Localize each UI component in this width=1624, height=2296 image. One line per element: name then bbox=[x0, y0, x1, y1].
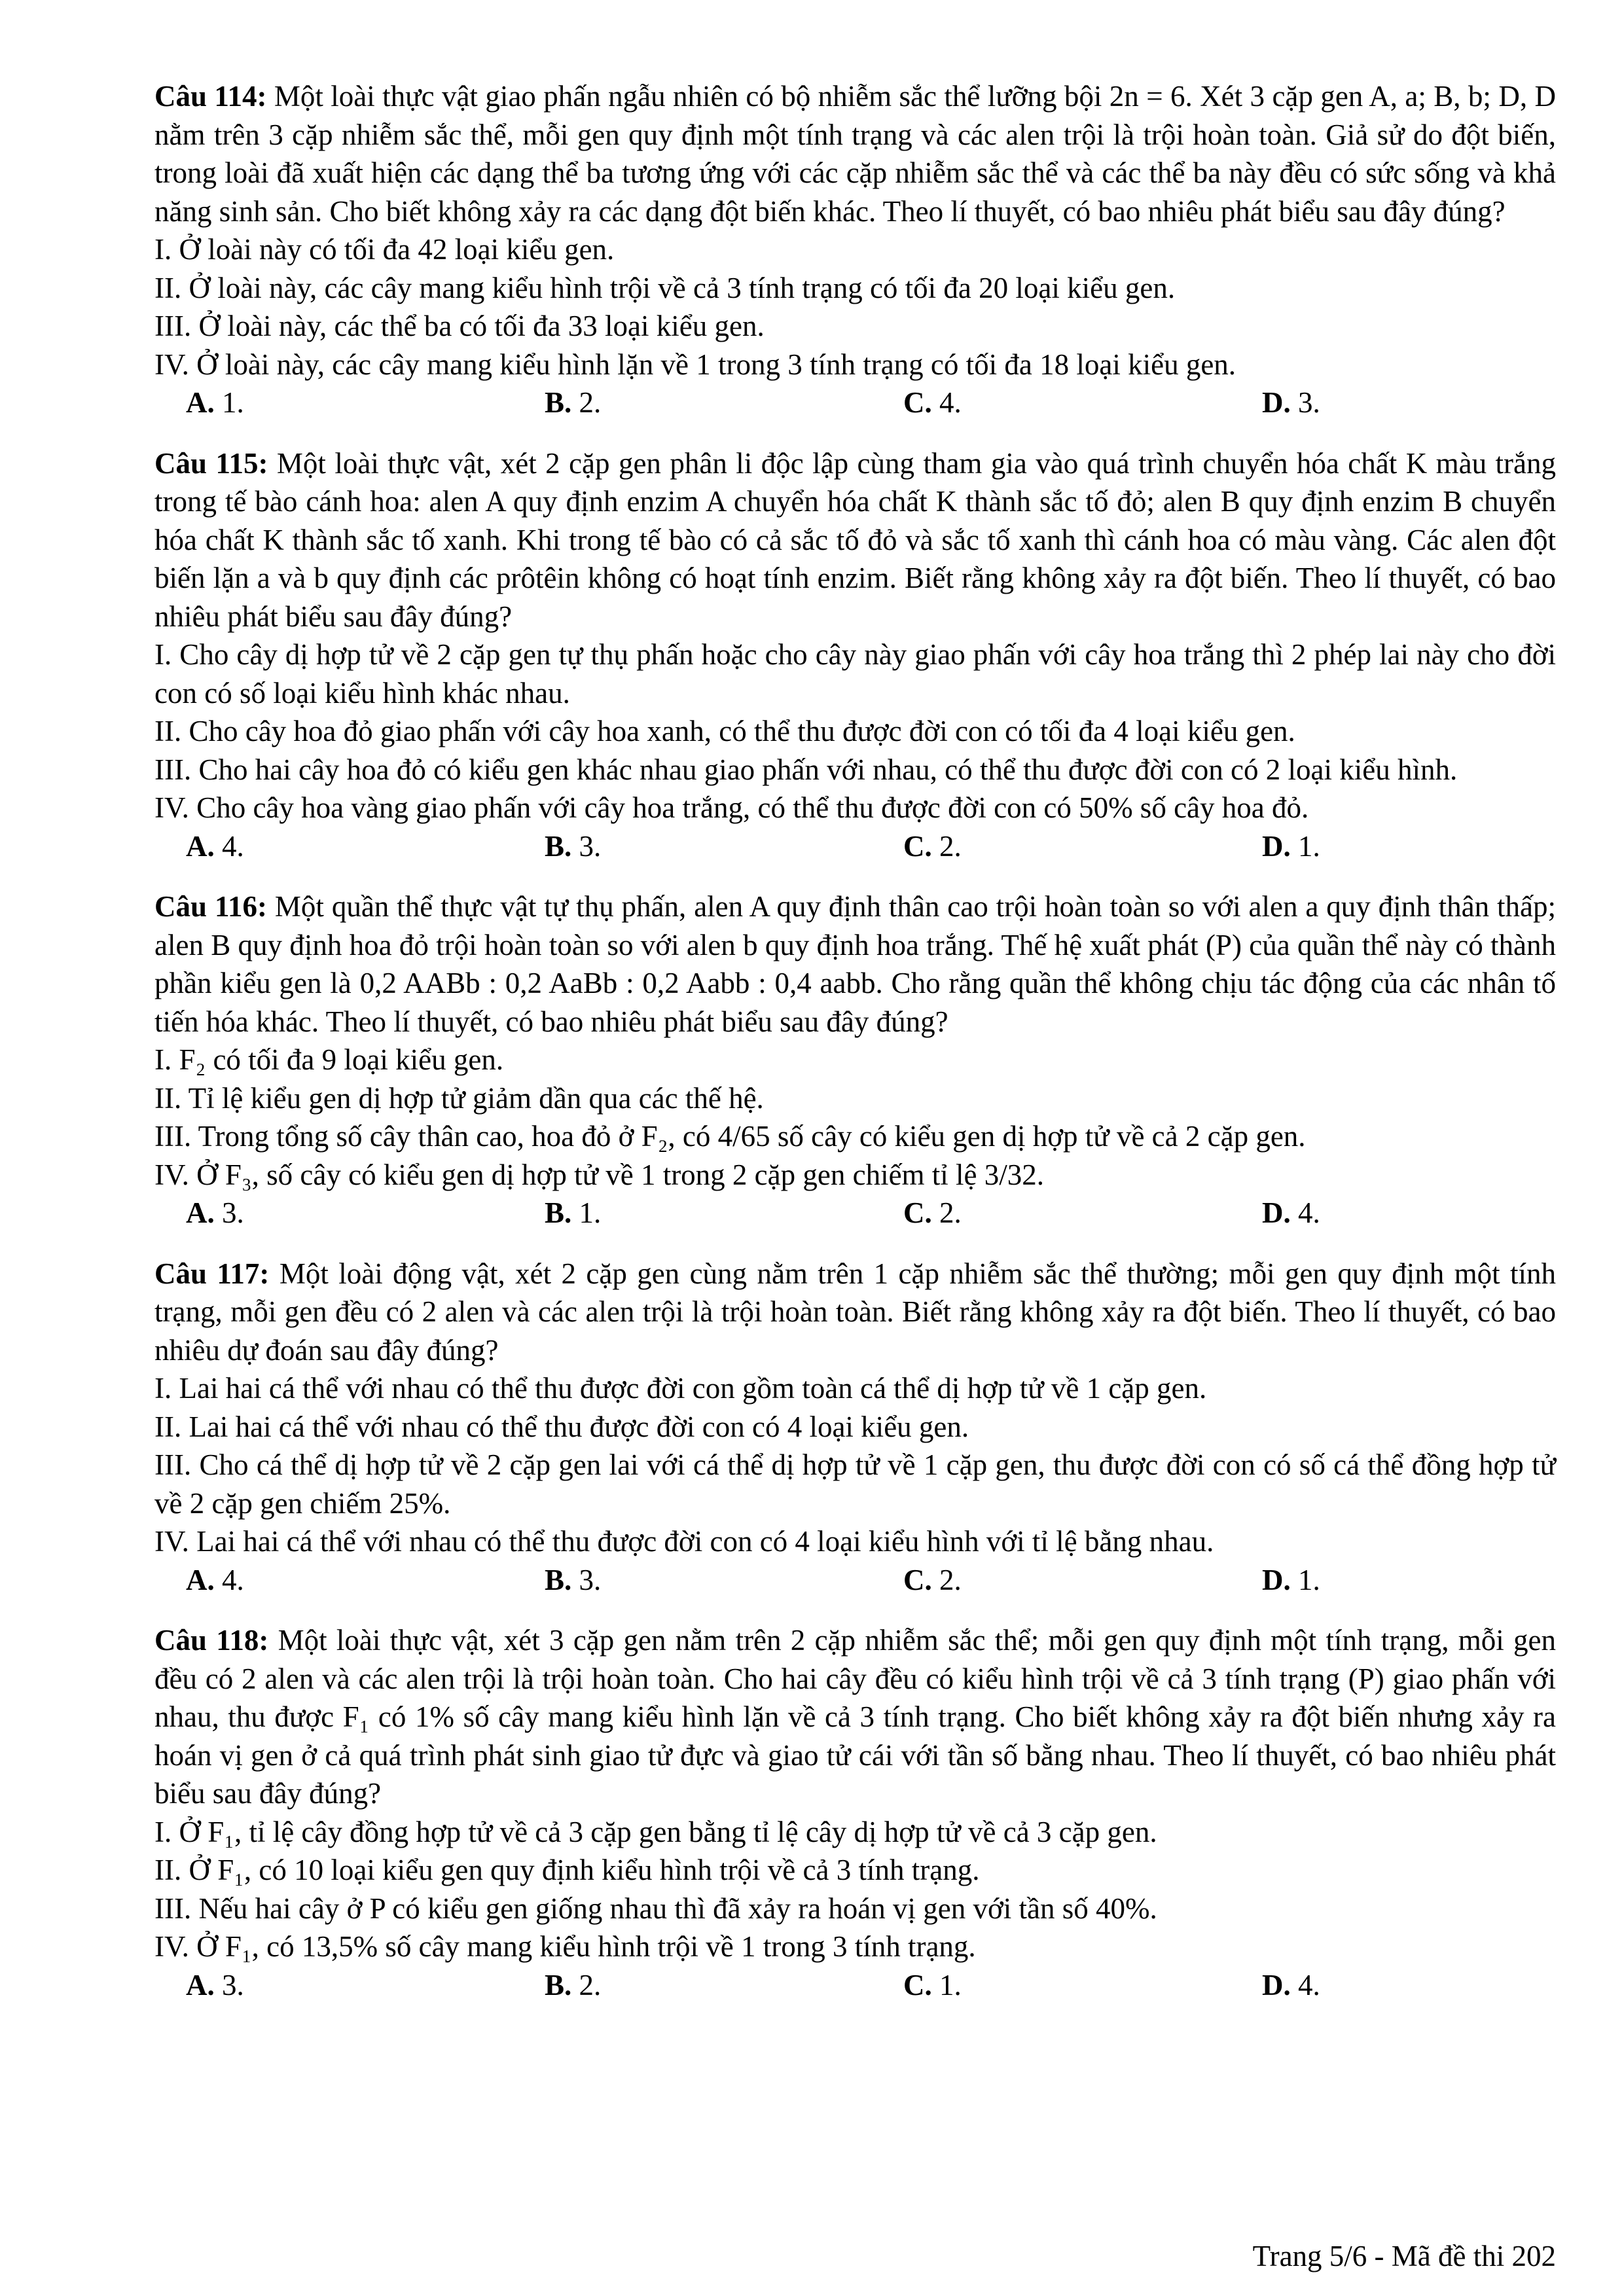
option-a-label: A. bbox=[186, 1196, 215, 1229]
option-d-value: 1. bbox=[1298, 829, 1320, 863]
statement-4: IV. Cho cây hoa vàng giao phấn với cây hoa trắng, có thể thu được đời con có 50% số cây hoa đỏ. bbox=[154, 791, 1309, 824]
option-d bbox=[1262, 1194, 1556, 1232]
option-d-label: D. bbox=[1262, 829, 1291, 863]
question-intro bbox=[154, 1621, 1556, 1813]
statement-4: IV. Ở F₃, số cây có kiểu gen dị hợp tử về 1 trong 2 cặp gen chiếm tỉ lệ 3/32. bbox=[154, 1158, 1045, 1191]
option-a-value: 4. bbox=[222, 1563, 244, 1596]
option-a-label: A. bbox=[186, 1968, 215, 2001]
option-d-label: D. bbox=[1262, 1968, 1291, 2001]
question-number: Câu 117: bbox=[154, 1257, 270, 1290]
option-d-value: 4. bbox=[1298, 1968, 1320, 2001]
option-d-label: D. bbox=[1262, 1563, 1291, 1596]
option-b-label: B. bbox=[545, 829, 572, 863]
statement-2: II. Cho cây hoa đỏ giao phấn với cây hoa xanh, có thể thu được đời con có tối đa 4 loại kiểu gen. bbox=[154, 715, 1295, 747]
question-intro bbox=[154, 444, 1556, 636]
answer-options bbox=[154, 827, 1556, 866]
option-c-value: 4. bbox=[939, 386, 962, 419]
option-d bbox=[1262, 1561, 1556, 1600]
option-a bbox=[186, 384, 545, 422]
question-115 bbox=[154, 444, 1556, 866]
statement-2: II. Tỉ lệ kiểu gen dị hợp tử giảm dần qua các thế hệ. bbox=[154, 1081, 764, 1115]
question-117 bbox=[154, 1255, 1556, 1600]
question-text: Một quần thể thực vật tự thụ phấn, alen A quy định thân cao trội hoàn toàn so với alen a quy định thân thấp; alen B quy định hoa đỏ trội hoàn toàn so với alen b quy định hoa trắng. Thế hệ xuất phát (P) của quần thể này có thành phần kiểu gen là 0,2 AABb : 0,2 AaBb : 0,2 Aabb : 0,4 aabb. Cho rằng quần thể không chịu tác động của các nhân tố tiến hóa khác. Theo lí thuyết, có bao nhiêu phát biểu sau đây đúng? bbox=[154, 890, 1556, 1038]
option-c-label: C. bbox=[903, 1968, 932, 2001]
statement-3: III. Ở loài này, các thể ba có tối đa 33 loại kiểu gen. bbox=[154, 310, 765, 342]
question-118 bbox=[154, 1621, 1556, 2004]
option-b-value: 3. bbox=[579, 829, 602, 863]
statement-3: III. Cho cá thể dị hợp tử về 2 cặp gen lai với cá thể dị hợp tử về 1 cặp gen, thu được đời con có số cá thể đồng hợp tử về 2 cặp gen chiếm 25%. bbox=[154, 1448, 1556, 1520]
question-number: Câu 114: bbox=[154, 80, 267, 113]
option-c bbox=[903, 827, 1262, 866]
statement-4: IV. Ở loài này, các cây mang kiểu hình lặn về 1 trong 3 tính trạng có tối đa 18 loại kiểu gen. bbox=[154, 348, 1236, 381]
option-d-value: 4. bbox=[1298, 1196, 1320, 1229]
option-b bbox=[545, 1966, 903, 2005]
statement-2: II. Lai hai cá thể với nhau có thể thu được đời con có 4 loại kiểu gen. bbox=[154, 1410, 969, 1443]
question-114 bbox=[154, 77, 1556, 422]
option-d bbox=[1262, 384, 1556, 422]
question-number: Câu 115: bbox=[154, 446, 268, 480]
option-a bbox=[186, 1561, 545, 1600]
option-b-label: B. bbox=[545, 1563, 572, 1596]
statement-3: III. Trong tổng số cây thân cao, hoa đỏ ở F₂, có 4/65 số cây có kiểu gen dị hợp tử về cả 2 cặp gen. bbox=[154, 1120, 1306, 1153]
option-d bbox=[1262, 827, 1556, 866]
option-b-label: B. bbox=[545, 1968, 572, 2001]
option-c-value: 2. bbox=[939, 829, 962, 863]
option-c bbox=[903, 384, 1262, 422]
option-b-value: 3. bbox=[579, 1563, 602, 1596]
option-b-value: 1. bbox=[579, 1196, 602, 1229]
option-b bbox=[545, 827, 903, 866]
question-intro bbox=[154, 77, 1556, 230]
option-a-value: 3. bbox=[222, 1968, 244, 2001]
statement-2: II. Ở F₁, có 10 loại kiểu gen quy định kiểu hình trội về cả 3 tính trạng. bbox=[154, 1854, 980, 1886]
question-number: Câu 116: bbox=[154, 890, 267, 923]
option-b-value: 2. bbox=[579, 386, 602, 419]
option-a bbox=[186, 827, 545, 866]
statement-1: I. Lai hai cá thể với nhau có thể thu được đời con gồm toàn cá thể dị hợp tử về 1 cặp gen. bbox=[154, 1372, 1207, 1405]
option-d-value: 1. bbox=[1298, 1563, 1320, 1596]
question-intro bbox=[154, 888, 1556, 1041]
answer-options bbox=[154, 1194, 1556, 1232]
question-number: Câu 118: bbox=[154, 1624, 269, 1657]
statement-1: I. F₂ có tối đa 9 loại kiểu gen. bbox=[154, 1043, 504, 1076]
option-a bbox=[186, 1194, 545, 1232]
option-d-value: 3. bbox=[1298, 386, 1320, 419]
option-c-label: C. bbox=[903, 829, 932, 863]
option-a-value: 3. bbox=[222, 1196, 244, 1229]
option-c bbox=[903, 1561, 1262, 1600]
question-text: Một loài thực vật, xét 3 cặp gen nằm trên 2 cặp nhiễm sắc thể; mỗi gen quy định một tính trạng, mỗi gen đều có 2 alen và các alen trội là trội hoàn toàn. Cho hai cây đều có kiểu hình trội về cả 3 tính trạng (P) giao phấn với nhau, thu được F₁ có 1% số cây mang kiểu hình lặn về cả 3 tính trạng. Cho biết không xảy ra đột biến nhưng xảy ra hoán vị gen ở cả quá trình phát sinh giao tử đực và giao tử cái với tần số bằng nhau. Theo lí thuyết, có bao nhiêu phát biểu sau đây đúng? bbox=[154, 1624, 1556, 1810]
option-c-value: 2. bbox=[939, 1196, 962, 1229]
question-text: Một loài thực vật, xét 2 cặp gen phân li độc lập cùng tham gia vào quá trình chuyển hóa chất K màu trắng trong tế bào cánh hoa: alen A quy định enzim A chuyển hóa chất K thành sắc tố đỏ; alen B quy định enzim B chuyển hóa chất K thành sắc tố xanh. Khi trong tế bào có cả sắc tố đỏ và sắc tố xanh thì cánh hoa có màu vàng. Các alen đột biến lặn a và b quy định các prôtêin không có hoạt tính enzim. Biết rằng không xảy ra đột biến. Theo lí thuyết, có bao nhiêu phát biểu sau đây đúng? bbox=[154, 446, 1556, 633]
question-intro bbox=[154, 1255, 1556, 1370]
question-text: Một loài thực vật giao phấn ngẫu nhiên có bộ nhiễm sắc thể lưỡng bội 2n = 6. Xét 3 cặp gen A, a; B, b; D, D nằm trên 3 cặp nhiễm sắc thể, mỗi gen quy định một tính trạng và các alen trội là trội hoàn toàn. Giả sử do đột biến, trong loài đã xuất hiện các dạng thể ba tương ứng với các cặp nhiễm sắc thể và các thể ba này đều có sức sống và khả năng sinh sản. Cho biết không xảy ra các dạng đột biến khác. Theo lí thuyết, có bao nhiêu phát biểu sau đây đúng? bbox=[154, 80, 1556, 228]
option-a bbox=[186, 1966, 545, 2005]
statement-3: III. Nếu hai cây ở P có kiểu gen giống nhau thì đã xảy ra hoán vị gen với tần số 40%. bbox=[154, 1892, 1157, 1925]
option-c bbox=[903, 1194, 1262, 1232]
option-b-value: 2. bbox=[579, 1968, 602, 2001]
option-d-label: D. bbox=[1262, 1196, 1291, 1229]
option-c-label: C. bbox=[903, 386, 932, 419]
page-footer: Trang 5/6 - Mã đề thi 202 bbox=[1252, 2239, 1556, 2272]
option-a-label: A. bbox=[186, 1563, 215, 1596]
option-b bbox=[545, 1561, 903, 1600]
statement-2: II. Ở loài này, các cây mang kiểu hình trội về cả 3 tính trạng có tối đa 20 loại kiểu gen. bbox=[154, 271, 1176, 304]
option-a-label: A. bbox=[186, 829, 215, 863]
option-a-value: 4. bbox=[222, 829, 244, 863]
option-c bbox=[903, 1966, 1262, 2005]
option-b-label: B. bbox=[545, 386, 572, 419]
answer-options bbox=[154, 384, 1556, 422]
statement-4: IV. Ở F₁, có 13,5% số cây mang kiểu hình trội về 1 trong 3 tính trạng. bbox=[154, 1930, 976, 1963]
option-d bbox=[1262, 1966, 1556, 2005]
option-b bbox=[545, 384, 903, 422]
option-a-label: A. bbox=[186, 386, 215, 419]
option-c-value: 2. bbox=[939, 1563, 962, 1596]
option-c-value: 1. bbox=[939, 1968, 962, 2001]
statement-1: I. Cho cây dị hợp tử về 2 cặp gen tự thụ phấn hoặc cho cây này giao phấn với cây hoa trắng thì 2 phép lai này cho đời con có số loại kiểu hình khác nhau. bbox=[154, 638, 1556, 709]
statement-4: IV. Lai hai cá thể với nhau có thể thu được đời con có 4 loại kiểu hình với tỉ lệ bằng nhau. bbox=[154, 1525, 1214, 1558]
answer-options bbox=[154, 1966, 1556, 2005]
option-a-value: 1. bbox=[222, 386, 244, 419]
option-d-label: D. bbox=[1262, 386, 1291, 419]
option-c-label: C. bbox=[903, 1563, 932, 1596]
statement-1: I. Ở F₁, tỉ lệ cây đồng hợp tử về cả 3 cặp gen bằng tỉ lệ cây dị hợp tử về cả 3 cặp gen. bbox=[154, 1815, 1157, 1848]
answer-options bbox=[154, 1561, 1556, 1600]
statement-3: III. Cho hai cây hoa đỏ có kiểu gen khác nhau giao phấn với nhau, có thể thu được đời con có 2 loại kiểu hình. bbox=[154, 753, 1458, 786]
question-116 bbox=[154, 888, 1556, 1232]
question-text: Một loài động vật, xét 2 cặp gen cùng nằm trên 1 cặp nhiễm sắc thể thường; mỗi gen quy định một tính trạng, mỗi gen đều có 2 alen và các alen trội là trội hoàn toàn. Biết rằng không xảy ra đột biến. Theo lí thuyết, có bao nhiêu dự đoán sau đây đúng? bbox=[154, 1257, 1557, 1367]
statement-1: I. Ở loài này có tối đa 42 loại kiểu gen. bbox=[154, 233, 615, 266]
option-c-label: C. bbox=[903, 1196, 932, 1229]
option-b bbox=[545, 1194, 903, 1232]
option-b-label: B. bbox=[545, 1196, 572, 1229]
